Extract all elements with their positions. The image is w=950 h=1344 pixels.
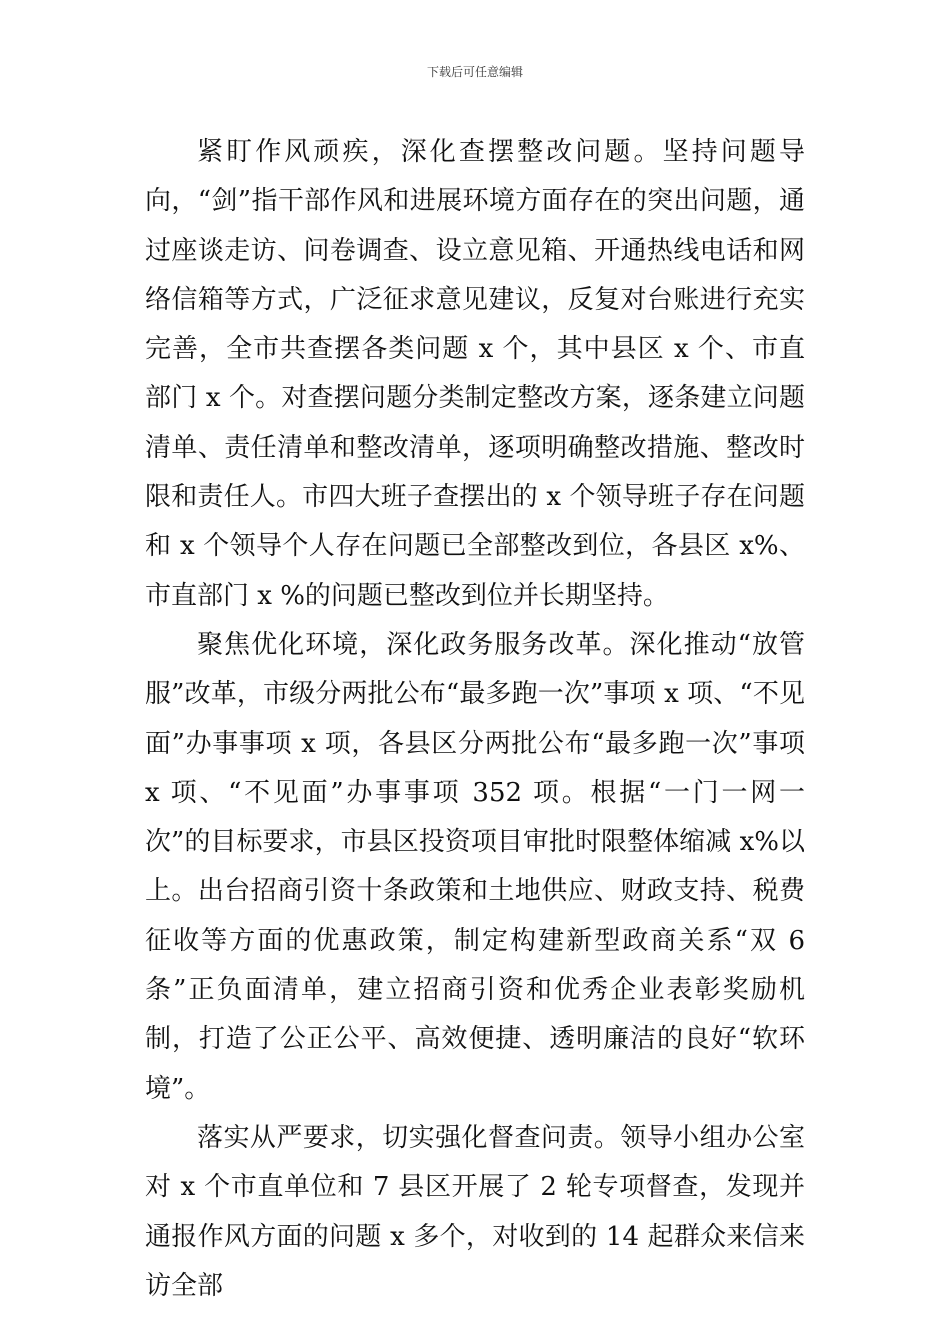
paragraph-rectification: 紧盯作风顽疾，深化查摆整改问题。坚持问题导向，“剑”指干部作风和进展环境方面存在的突出问题，通过座谈走访、问卷调查、设立意见箱、开通热线电话和网络信箱等方式，广泛征求意见建议，反复对台账进行充实完善，全市共查摆各类问题 x 个，其中县区 x 个、市直部门 x 个。对查摆问题分类制定整改方案，逐条建立问题清单、责任清单和整改清单，逐项明确整改措施、整改时限和责任人。市四大班子查摆出的 x 个领导班子存在问题和 x 个领导个人存在问题已全部整改到位，各县区 x%、市直部门 x %的问题已整改到位并长期坚持。	[145, 137, 805, 611]
paragraph-supervision: 落实从严要求，切实强化督查问责。领导小组办公室对 x 个市直单位和 7 县区开展了 2 轮专项督查，发现并通报作风方面的问题 x 多个，对收到的 14 起群众来信来访全部	[145, 1122, 805, 1301]
page-header-note: 下载后可任意编辑	[426, 65, 523, 79]
document-body	[145, 128, 805, 1311]
paragraph-environment-reform: 聚焦优化环境，深化政务服务改革。深化推动“放管服”改革，市级分两批公布“最多跑一次”事项 x 项、“不见面”办事事项 x 项，各县区分两批公布“最多跑一次”事项 x 项、“不见面”办事事项 352 项。根据“一门一网一次”的目标要求，市县区投资项目审批时限整体缩减 x%以上。出台招商引资十条政策和土地供应、财政支持、税费征收等方面的优惠政策，制定构建新型政商关系“双 6 条”正负面清单，建立招商引资和优秀企业表彰奖励机制，打造了公正公平、高效便捷、透明廉洁的良好“软环境”。	[145, 629, 805, 1104]
